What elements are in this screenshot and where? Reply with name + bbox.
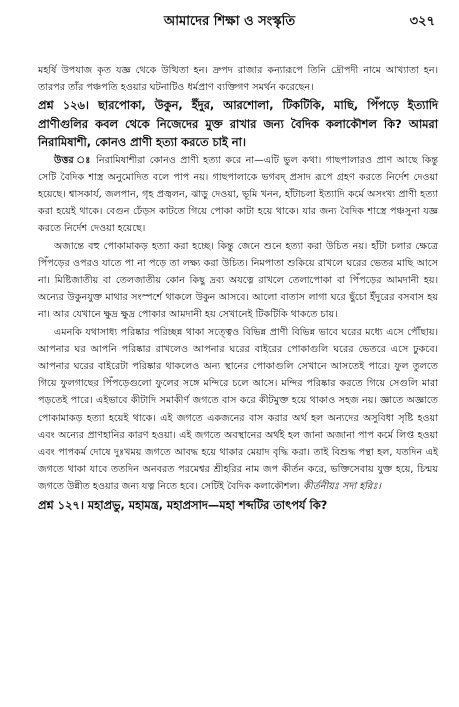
question-126 — [38, 96, 438, 151]
question-126-text: ছারপোকা, উকুন, ইঁদুর, আরশোলা, টিকটিকি, মাছি, পিঁপড়ে ইত্যাদি প্রাণীগুলির কবল থেকে নিজেদের মুক্ত রাখার জন্য বৈদিক কলাকৌশল কি? আমরা নিরামিষাশী, কোনও প্রাণী হত্যা করতে চাই না। — [38, 98, 438, 150]
question-127 — [38, 496, 438, 514]
answer-126-paragraph-1 — [38, 152, 438, 238]
intro-paragraph: মহর্ষি উপযাজ কৃত যজ্ঞ থেকে উত্থিতা হন। দ্রুপদ রাজার কন্যারূপে তিনি দ্রৌপদী নামে আখ্যাতা হন। তারপর তাঁর পঞ্চপতি হওয়ার ঘটনাটিও ধর্মপ্রাণ ব্যক্তিগণ সমর্থন করেছেন। — [38, 65, 438, 94]
answer-126-text-3: এমনকি যথাসাধ্য পরিষ্কার পরিচ্ছন্ন থাকা সত্ত্বেও বিভিন্ন প্রাণী বিভিন্ন ভাবে ঘরের মধ্যে এসে পৌঁছায়। আপনার ঘর আপনি পরিষ্কার রাখলেও আপনার ঘরের বাইরের পোকাগুলি ঘরের ভেতরে এসে ঢুকবে। আপনার ঘরের বাইরেটা পরিষ্কার থাকলেও অন্য স্থানের পোকাগুলি সেখানে আসতেই পারে। ফুল তুলতে গিয়ে ফুলগাছের পিঁপড়েগুলো ফুলের সঙ্গে মন্দিরে চলে আসে। মন্দির পরিষ্কার করতে গিয়ে সেগুলি মারা পড়তেই পারে। এইভাবে কীটাদি সমাকীর্ণ জগতে বাস করে কীটমুক্ত হয়ে থাকাও সহজ নয়। জ্ঞাতে অজ্ঞাতে পোকামাকড় হত্যা হয়েই থাকে। এই জগতে একজনের বাস করার অর্থ হল অন্যদের অসুবিধা সৃষ্টি হওয়া এবং অন্যের প্রাণহানির কারণ হওয়া। এই জগতে অবস্থানের অর্থই হল জানা অজানা পাপ কর্মে লিপ্ত হওয়া এবং পাপকর্ম দোষে দুঃখময় জগতে আবদ্ধ হয়ে থাকার মেয়াদ বৃদ্ধি করা। তাই বিশুদ্ধ পন্থা হল, যতদিন এই জগতে থাকা যাবে ততদিন অনবরত পরমেশ্বর শ্রীহরির নাম জপ কীর্তন করে, ভক্তিসেবায় যুক্ত হয়ে, চিন্ময় জগতে উন্নীত হওয়ার জন্য যত্ন নিতে হবে। সেটিই বৈদিক কলাকৌশল। — [38, 326, 438, 493]
page-number: ৩২৭ — [409, 14, 435, 29]
page-header — [0, 12, 459, 36]
question-127-text: মহাপ্রভু, মহামন্ত্র, মহাপ্রসাদ—মহা শব্দটির তাৎপর্য কি? — [87, 497, 328, 512]
answer-126-paragraph-2: অজান্তে বহু পোকামাকড় হত্যা করা হচ্ছে। কিন্তু জেনে শুনে হত্যা করা উচিত নয়। হাঁটা চলার ক্ষেত্রে পিঁপড়ের ওপরও যাতে পা না পড়ে তা লক্ষ্য করা উচিত। নিমপাতা শুকিয়ে রাখলে ঘরের ভেতর মাছি আসে না। মিষ্টিজাতীয় বা তেলজাতীয় কোন কিছু দ্রব্য অযত্নে রাখলে তেলাপোকা বা পিঁপড়ের আমদানী হয়। অন্যের উকুনযুক্ত মাথার সংস্পর্শে থাকলে উকুন আসবে। আলো বাতাস লাগা ঘরে ছুঁচো ইঁদুরের বসবাস হয় না। আর যেখানে ক্ষুদ্র ক্ষুদ্র পোকার আমদানী হয় সেখানেই টিকটিকি থাকতে চায়। — [38, 240, 438, 321]
answer-126-label: উত্তর ঃ — [54, 154, 92, 166]
running-title: আমাদের শিক্ষা ও সংস্কৃতি — [163, 14, 296, 29]
answer-126-paragraph-3 — [38, 324, 438, 496]
page-body — [38, 62, 438, 514]
answer-126-text-1: নিরামিষাশীরা কোনও প্রাণী হত্যা করে না—এটি ভুল কথা। গাছপালারও প্রাণ আছে কিন্তু সেটি বৈদিক শাস্ত্র অনুমোদিত বলে পাপ নয়। গাছপালাকে ভগবদ্ প্রসাদ রূপে গ্রহণ করতে নির্দেশ দেওয়া হয়েছে। শ্বাসকার্য, জলপান, গৃহ প্রজ্বলন, ঝাড়ু দেওয়া, ভূমি খনন, হাঁটাচলা ইত্যাদি কর্মে অসংখ্য প্রাণী হত্যা করা হয়েই থাকে। বেগুন ঢেঁড়স কাটতে গিয়ে পোকা কাটা হয়ে থাকে। যার জন্য বৈদিক শাস্ত্রে পঞ্চসুনা যজ্ঞ করতে নির্দেশ দেওয়া হয়েছে। — [38, 154, 438, 235]
question-127-label: প্রশ্ন ১২৭। — [38, 497, 84, 512]
question-126-label: প্রশ্ন ১২৬। — [38, 98, 89, 113]
answer-126-quote: কীর্তনীয়ঃ সদা হরিঃ। — [303, 481, 381, 493]
